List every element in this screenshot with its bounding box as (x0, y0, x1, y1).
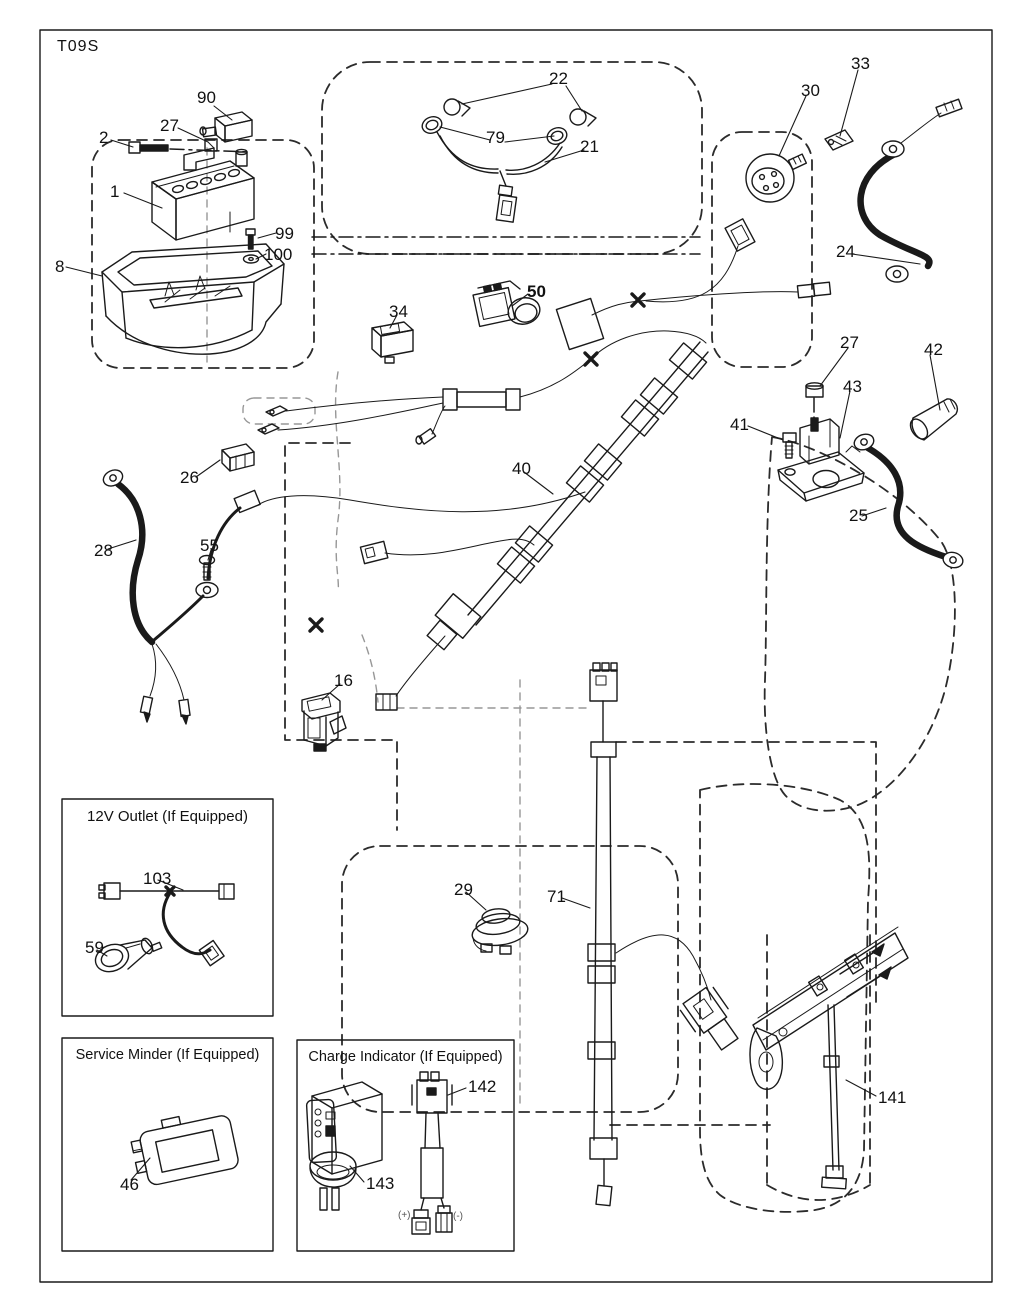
outlet-box (62, 799, 273, 1016)
battery-box (102, 244, 284, 354)
part-label-24: 24 (836, 242, 855, 261)
headlight-harness (420, 99, 596, 222)
part-label-55: 55 (200, 536, 219, 555)
chassis-dashed-outlines (92, 62, 955, 1212)
fuse-holder-wires (258, 219, 831, 444)
part-label-16: 16 (334, 671, 353, 690)
bracket-141 (750, 927, 908, 1189)
part-label-34: 34 (389, 302, 408, 321)
ground-cable-28 (101, 467, 203, 724)
part-label-29: 29 (454, 880, 473, 899)
charge-indicator-box-title: Charge Indicator (If Equipped) (308, 1049, 503, 1065)
square-part (556, 298, 603, 349)
part-label-79: 79 (486, 128, 505, 147)
part-label-1: 1 (110, 182, 120, 201)
part-label-99: 99 (275, 224, 294, 243)
part-label-46: 46 (120, 1175, 139, 1194)
solenoid-43 (778, 419, 864, 501)
part-label-103: 103 (143, 869, 172, 888)
part-label-142: 142 (468, 1077, 497, 1096)
ignition-key (825, 130, 853, 150)
part-label-71: 71 (547, 887, 566, 906)
service-minder-46 (128, 1106, 240, 1188)
battery (152, 148, 254, 240)
charge-indicator-wires-142 (412, 1072, 452, 1234)
part-label-141: 141 (878, 1088, 907, 1107)
part-label-41: 41 (730, 415, 749, 434)
fuse-26 (222, 444, 254, 471)
splice-marks (310, 294, 644, 631)
part-label-27b: 27 (840, 333, 859, 352)
part-label-42: 42 (924, 340, 943, 359)
part-label-143: 143 (366, 1174, 395, 1193)
outlet-box-title: 12V Outlet (If Equipped) (87, 808, 248, 825)
terminal-boot-42 (907, 399, 957, 442)
part-label-2: 2 (99, 128, 109, 147)
positive-terminal-label: (+) (398, 1210, 411, 1221)
part-label-50: 50 (527, 282, 546, 301)
part-label-40: 40 (512, 459, 531, 478)
part-label-30: 30 (801, 81, 820, 100)
service-minder-box-title: Service Minder (If Equipped) (75, 1047, 260, 1063)
service-minder-box (62, 1038, 273, 1251)
part-label-43: 43 (843, 377, 862, 396)
switch-34 (372, 322, 413, 363)
part-label-21: 21 (580, 137, 599, 156)
solenoid-bolt-41 (783, 433, 796, 458)
terminal-cover (200, 112, 252, 142)
branch-connector (678, 984, 745, 1056)
part-label-90: 90 (197, 88, 216, 107)
part-label-28: 28 (94, 541, 113, 560)
screw-99-washer-100 (244, 229, 259, 263)
part-label-25: 25 (849, 506, 868, 525)
main-harness-40 (208, 342, 708, 710)
part-label-59: 59 (85, 938, 104, 957)
switch-16 (302, 693, 346, 751)
part-label-100: 100 (264, 245, 293, 264)
page-border (40, 30, 992, 1282)
part-label-8: 8 (55, 257, 65, 276)
ignition-switch (746, 154, 806, 202)
battery-bolt (129, 142, 250, 153)
part-label-27a: 27 (160, 116, 179, 135)
part-label-22: 22 (549, 69, 568, 88)
part-label-33: 33 (851, 54, 870, 73)
negative-terminal-label: (-) (453, 1211, 463, 1222)
battery-cable-24 (861, 99, 962, 282)
screw-55 (196, 556, 218, 598)
part-label-26: 26 (180, 468, 199, 487)
outlet-harness-103 (99, 883, 234, 966)
solenoid-cable-25 (852, 432, 965, 570)
diagram-code: T09S (57, 38, 100, 55)
